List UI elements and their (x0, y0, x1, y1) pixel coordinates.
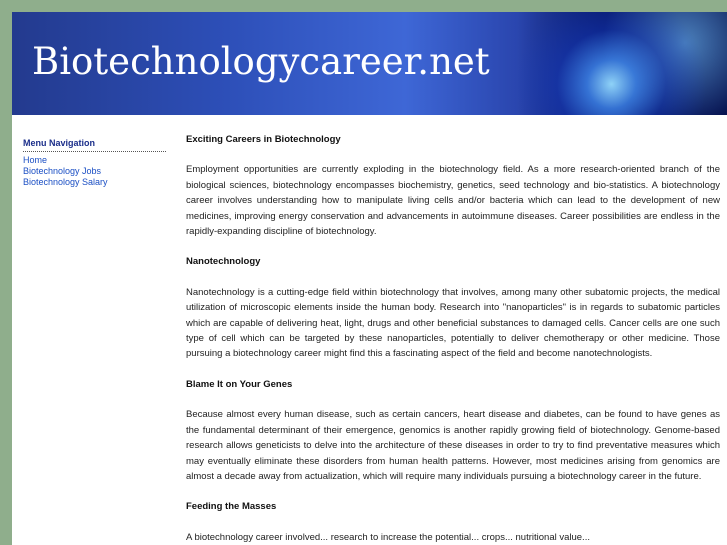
section-body-exciting-careers: Employment opportunities are currently exploding in the biotechnology field. As a more research-oriented branch of the biological sciences, biotechnology encompasses biochemistry, genetics, seed technology and bio-statistics. A biotechnology career involves understanding how to manipulate living cells and/or bacteria which can lead to the development of new medicines, improving energy conservation and advancements in autoimmune diseases. Career possibilities are endless in the rapidly-expanding discipline of biotechnology. (186, 164, 720, 238)
section-heading-exciting-careers: Exciting Careers in Biotechnology (186, 134, 341, 145)
page (12, 12, 727, 545)
nav-link-biotechnology-salary[interactable]: Biotechnology Salary (23, 177, 108, 187)
section-body-feeding-masses: A biotechnology career involved... research to increase the potential... crops... nutritional value... (186, 531, 590, 543)
section-body-nanotechnology: Nanotechnology is a cutting-edge field within biotechnology that involves, among many other subatomic projects, the medical utilization of microscopic elements inside the human body. Research into "nanoparticles" is in regards to subatomic particles which are capable of delivering heat, light, drugs and other beneficial substances to damaged cells. Cancer cells are one such type of cell which can be targeted by these nanoparticles, potentially to deliver chemotherapy or other medicine. Those pursuing a biotechnology career might find this a fascinating aspect of the field and become nanotechnologists. (186, 286, 720, 360)
main-content (186, 132, 720, 545)
section-heading-nanotechnology: Nanotechnology (186, 256, 261, 268)
section-body-genes: Because almost every human disease, such as certain cancers, heart disease and diabetes, can be found to have genes as the fundamental determinant of their emergence, genomics is another rapidly growing field of biotechnology. Genome-based research allows geneticists to delve into the architecture of these diseases in order to try to find preventative measures which may eventually eliminate these disorders from human health patterns. However, most medicines arising from genomics are almost a decade away from actualization, which will require many individuals pursuing a biotechnology career in the future. (186, 409, 720, 482)
section-heading-genes: Blame It on Your Genes (186, 378, 293, 390)
nav-link-biotechnology-jobs[interactable]: Biotechnology Jobs (23, 166, 102, 176)
site-title[interactable]: Biotechnologycareer.net (32, 40, 490, 83)
site-header (12, 12, 727, 115)
header-lab-image (517, 12, 727, 115)
section-heading-feeding-masses: Feeding the Masses (186, 501, 277, 513)
sidebar (23, 138, 166, 188)
nav-link-home[interactable]: Home (23, 155, 48, 165)
menu-navigation-title: Menu Navigation (23, 138, 166, 152)
